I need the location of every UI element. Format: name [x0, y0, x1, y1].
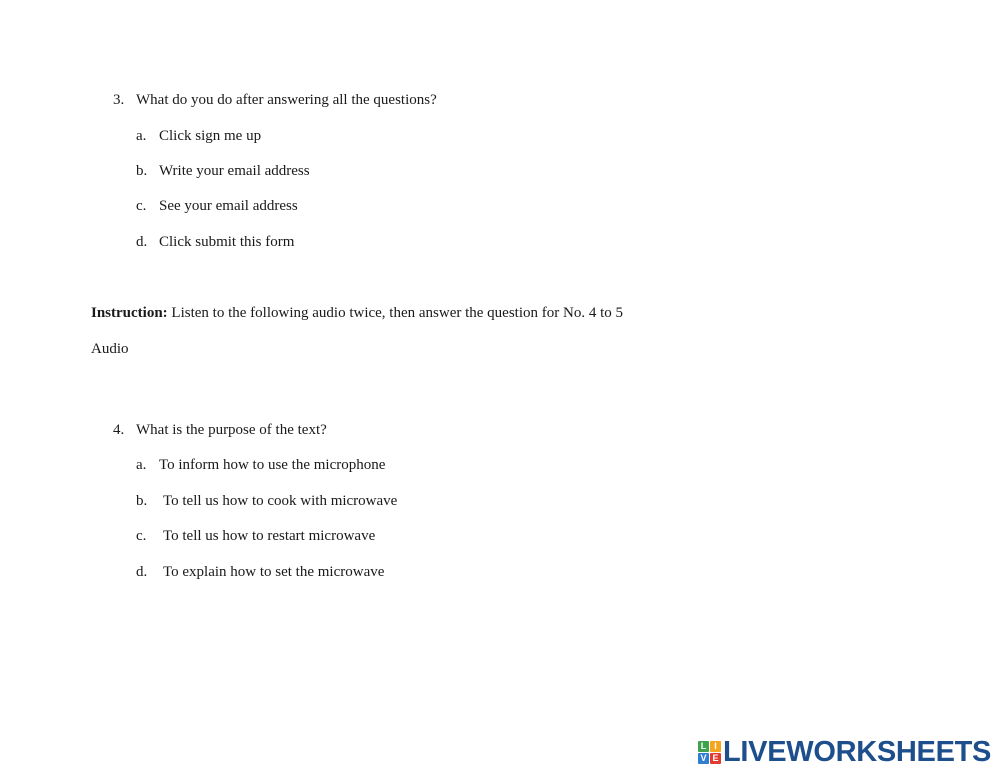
- option-letter: d.: [136, 234, 148, 250]
- logo-text: LIVEWORKSHEETS: [723, 736, 992, 768]
- option-text: To inform how to use the microphone: [159, 457, 386, 473]
- question-number: 4.: [113, 422, 125, 438]
- instruction-label: Instruction:: [91, 305, 168, 321]
- option-text: See your email address: [159, 198, 298, 214]
- logo-mark-letter: E: [710, 753, 721, 764]
- option-text: To explain how to set the microwave: [163, 564, 385, 580]
- logo-mark-letter: I: [710, 741, 721, 752]
- liveworksheets-logo: [698, 737, 991, 767]
- option-text: Click sign me up: [159, 128, 262, 144]
- audio-label[interactable]: Audio: [91, 341, 129, 357]
- option-letter: d.: [136, 564, 148, 580]
- logo-mark-letter: V: [698, 753, 709, 764]
- option-letter: b.: [136, 493, 148, 509]
- option-text: To tell us how to cook with microwave: [163, 493, 398, 509]
- option-letter: a.: [136, 128, 147, 144]
- option-text: Write your email address: [159, 163, 310, 179]
- option-letter: c.: [136, 528, 147, 544]
- question-text: What is the purpose of the text?: [136, 422, 327, 438]
- instruction: [91, 303, 623, 323]
- question-text: What do you do after answering all the questions?: [136, 92, 437, 108]
- logo-mark-letter: L: [698, 741, 709, 752]
- question-number: 3.: [113, 92, 125, 108]
- option-text: Click submit this form: [159, 234, 295, 250]
- option-letter: c.: [136, 198, 147, 214]
- logo-mark-icon: [698, 741, 721, 764]
- option-letter: a.: [136, 457, 147, 473]
- option-text: To tell us how to restart microwave: [163, 528, 376, 544]
- option-letter: b.: [136, 163, 148, 179]
- instruction-text: Listen to the following audio twice, then answer the question for No. 4 to 5: [171, 305, 623, 321]
